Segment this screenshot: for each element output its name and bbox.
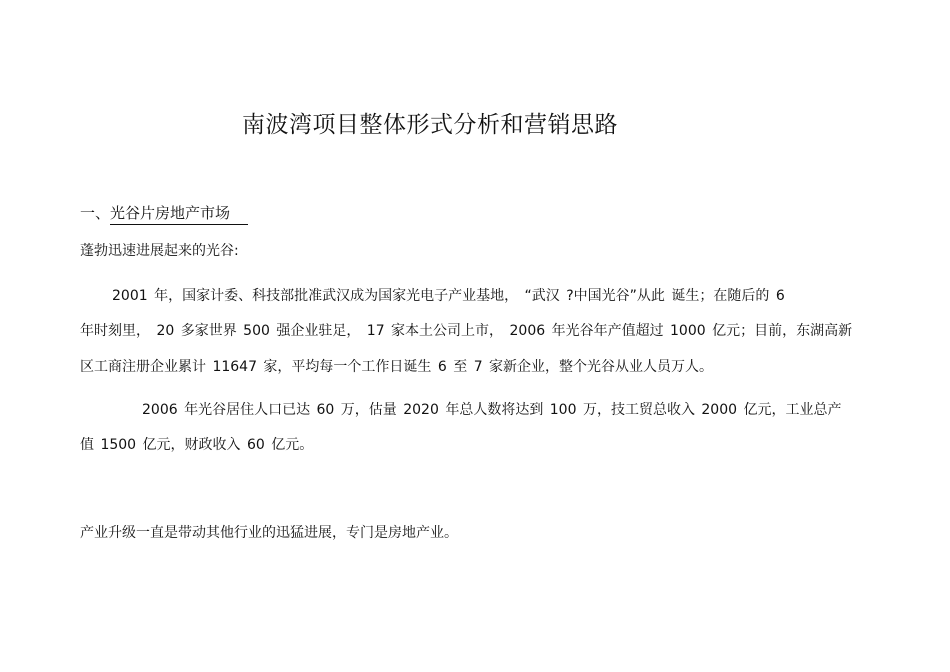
section-title: 光谷片房地产市场 — [110, 204, 248, 225]
paragraph-1-line-2: 年时刻里， 20 多家世界 500 强企业驻足， 17 家本土公司上市， 2006 年光谷年产值超过 1000 亿元；目前，东湖高新 — [80, 323, 853, 339]
intro-text: 蓬勃迅速进展起来的光谷: — [80, 243, 239, 259]
section-heading — [80, 202, 248, 223]
document-title: 南波湾项目整体形式分析和营销思路 — [242, 112, 618, 138]
paragraph-1-line-1: 2001 年，国家计委、科技部批准武汉成为国家光电子产业基地， “武汉 ?中国光谷”从此 诞生；在随后的 6 — [112, 288, 785, 304]
section-number: 一、 — [80, 204, 111, 222]
paragraph-2-line-1: 2006 年光谷居住人口已达 60 万，估量 2020 年总人数将达到 100 万，技工贸总收入 2000 亿元，工业总产 — [142, 402, 842, 418]
paragraph-2-line-2: 值 1500 亿元，财政收入 60 亿元。 — [80, 437, 314, 453]
paragraph-1-line-3: 区工商注册企业累计 11647 家，平均每一个工作日诞生 6 至 7 家新企业，整个光谷从业人员万人。 — [80, 359, 714, 375]
closing-paragraph: 产业升级一直是带动其他行业的迅猛进展，专门是房地产业。 — [80, 525, 458, 541]
